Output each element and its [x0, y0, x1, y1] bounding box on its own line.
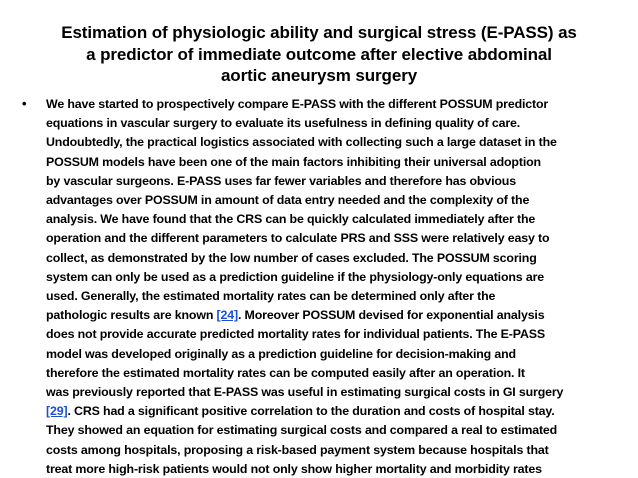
- body-line-14: model was developed originally as a prediction guideline for decision-making and: [46, 346, 516, 361]
- body-line-08: operation and the different parameters to calculate PRS and SSS were relatively easy to: [46, 231, 550, 246]
- body-line-09: collect, as demonstrated by the low number of cases excluded. The POSSUM scoring: [46, 250, 537, 265]
- title-line-3: aortic aneurysm surgery: [220, 66, 418, 85]
- body-line-12-end: . Moreover POSSUM devised for exponential analysis: [237, 308, 545, 323]
- body-line-18: They showed an equation for estimating surgical costs and compared a real to estimated: [46, 423, 558, 438]
- body-line-13: does not provide accurate predicted mortality rates for individual patients. The E-PASS: [46, 327, 545, 342]
- body-line-15: therefore the estimated mortality rates can be computed easily after an operation. It: [46, 365, 525, 380]
- body-line-06: advantages over POSSUM in amount of data entry needed and the complexity of the: [46, 193, 530, 208]
- body-line-07: analysis. We have found that the CRS can be quickly calculated immediately after the: [46, 212, 536, 227]
- bullet-paragraph: [46, 95, 634, 478]
- body-line-20: treat more high-risk patients would not only show higher mortality and morbidity rates: [46, 461, 542, 476]
- body-line-05: by vascular surgeons. E-PASS uses far fewer variables and therefore has obvious: [46, 173, 516, 188]
- slide-title: [20, 22, 618, 87]
- body-line-16: was previously reported that E-PASS was useful in estimating surgical costs in GI surgery: [46, 385, 564, 400]
- body-line-12-start: pathologic results are known: [46, 308, 217, 323]
- title-line-1: Estimation of physiologic ability and surgical stress (E-PASS) as: [61, 23, 577, 42]
- body-line-12: [46, 306, 634, 325]
- body-line-02: equations in vascular surgery to evaluate its usefulness in defining quality of care.: [46, 116, 521, 131]
- body-line-01: We have started to prospectively compare E-PASS with the different POSSUM predictor: [46, 97, 549, 111]
- reference-link-29[interactable]: [29]: [46, 404, 68, 419]
- body-line-17-end: . CRS had a significant positive correlation to the duration and costs of hospital stay.: [67, 404, 555, 419]
- reference-link-24[interactable]: [24]: [216, 308, 238, 323]
- body-line-03: Undoubtedly, the practical logistics associated with collecting such a large dataset in the: [46, 135, 557, 150]
- body-line-19: costs among hospitals, proposing a risk-based payment system because hospitals that: [46, 442, 549, 457]
- bullet-marker: •: [22, 96, 27, 111]
- title-line-2: a predictor of immediate outcome after elective abdominal: [86, 44, 552, 64]
- body-line-10: system can only be used as a prediction guideline if the physiology-only equations are: [46, 269, 544, 284]
- body-line-17: [46, 402, 634, 421]
- body-line-04: POSSUM models have been one of the main factors inhibiting their universal adoption: [46, 154, 541, 169]
- body-line-11: used. Generally, the estimated mortality rates can be determined only after the: [46, 289, 496, 304]
